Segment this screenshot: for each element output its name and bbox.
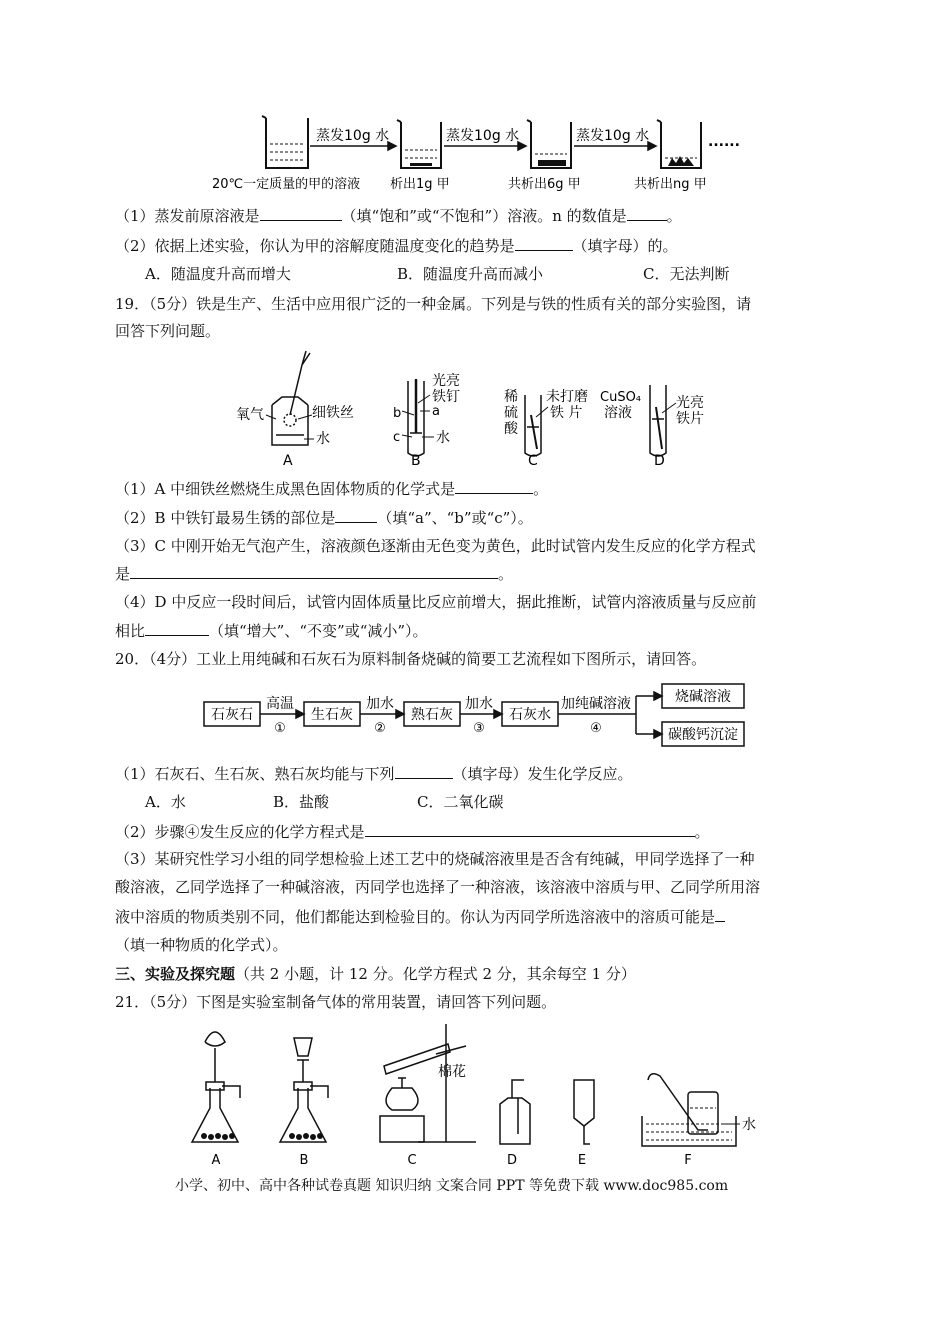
letter-b: B [299, 1153, 309, 1168]
label-acid: 酸 [504, 421, 518, 437]
label-solution: 溶液 [604, 405, 632, 421]
letter-d: D [506, 1153, 518, 1168]
answer-blank[interactable] [455, 478, 533, 494]
letter-a: A [283, 453, 293, 469]
label-cuso4: CuSO₄ [600, 390, 642, 405]
q19-part2: （2）B 中铁钉最易生锈的部位是 （填“a”、“b”或“c”）。 [115, 509, 533, 527]
step-num-3: ③ [473, 721, 485, 736]
q18-part2: （2）依据上述实验，你认为甲的溶解度随温度变化的趋势是 （填字母）的。 [115, 237, 678, 255]
arrow-label-2: 加水 [366, 696, 394, 712]
arrow-label-1: 高温 [266, 696, 294, 712]
label-water-b: 水 [436, 430, 450, 446]
section-3-title: 三、实验及探究题 [115, 965, 236, 983]
label-iron-sheet-c: 铁 片 [550, 405, 583, 421]
option-c[interactable]: C．无法判断 [643, 265, 730, 283]
beaker-label-3: 共析出6g 甲 [508, 177, 581, 192]
answer-blank[interactable] [365, 821, 695, 837]
answer-blank[interactable] [145, 620, 209, 636]
step-label-1: 蒸发10g 水 [316, 128, 390, 144]
flow-box-slaked-lime: 熟石灰 [411, 707, 453, 723]
flow-box-caco3: 碳酸钙沉淀 [668, 727, 738, 743]
answer-blank[interactable] [395, 763, 453, 779]
label-c: c [393, 430, 401, 445]
option-a[interactable]: A．随温度升高而增大 [145, 265, 291, 283]
letter-f: F [684, 1153, 692, 1168]
label-water-f: 水 [742, 1117, 756, 1133]
label-b: b [393, 406, 402, 421]
answer-blank[interactable] [260, 205, 342, 221]
q20-part2: （2）步骤④发生反应的化学方程式是 。 [115, 823, 710, 841]
option-a[interactable]: A．水 [145, 793, 186, 811]
flow-box-limewater: 石灰水 [509, 707, 551, 723]
option-c[interactable]: C．二氧化碳 [417, 793, 504, 811]
beaker-label-1: 20℃一定质量的甲的溶液 [212, 177, 361, 192]
q20-options [145, 792, 503, 812]
q19-part4: （4）D 中反应一段时间后，试管内固体质量比反应前增大，据此推断，试管内溶液质量与反应前 [115, 593, 757, 611]
section-3-heading [115, 964, 636, 984]
q20-part3-1: （3）某研究性学习小组的同学想检验上述工艺中的烧碱溶液里是否含有纯碱，甲同学选择了一种 [115, 850, 755, 868]
arrow-label-4: 加纯碱溶液 [561, 696, 631, 712]
letter-b: B [411, 453, 421, 469]
step-num-1: ① [274, 721, 286, 736]
q19-part3: （3）C 中刚开始无气泡产生，溶液颜色逐渐由无色变为黄色，此时试管内发生反应的化学方程式 [115, 537, 756, 555]
step-label-2: 蒸发10g 水 [446, 128, 520, 144]
iron-experiments-figure [230, 345, 730, 470]
q20-part3-2: 酸溶液，乙同学选择了一种碱溶液，丙同学也选择了一种溶液，该溶液中溶质与甲、乙同学所用溶 [115, 878, 761, 896]
letter-d: D [654, 453, 665, 469]
answer-blank[interactable] [130, 563, 498, 579]
label-iron-sheet-d: 铁片 [676, 411, 704, 427]
q19-stem-1: 19．（5分）铁是生产、生活中应用很广泛的一种金属。下列是与铁的性质有关的部分实验图，请 [115, 295, 752, 313]
q19-part3-answer: 是 。 [115, 565, 514, 583]
flow-box-limestone: 石灰石 [211, 707, 253, 723]
letter-a: A [211, 1153, 221, 1168]
q18-part1: （1）蒸发前原溶液是 （填“饱和”或“不饱和”）溶液。n 的数值是 。 [115, 207, 682, 225]
gas-apparatus-figure [180, 1018, 780, 1173]
q18-options [145, 264, 729, 284]
beaker-label-2: 析出1g 甲 [390, 177, 450, 192]
answer-blank[interactable] [335, 507, 377, 523]
label-water-a: 水 [316, 431, 330, 447]
page-footer: 小学、初中、高中各种试卷真题 知识归纳 文案合同 PPT 等免费下载 www.doc985.com [175, 1178, 729, 1194]
flow-box-caustic-soda: 烧碱溶液 [675, 689, 731, 705]
ellipsis: ...... [708, 134, 740, 150]
step-label-3: 蒸发10g 水 [576, 128, 650, 144]
section-3-desc: （共 2 小题，计 12 分。化学方程式 2 分，其余每空 1 分） [235, 965, 636, 983]
beaker-2 [397, 120, 441, 168]
label-unpolished: 未打磨 [546, 389, 588, 405]
q20-part3-4: （填一种物质的化学式）。 [115, 936, 288, 954]
q19-part1: （1）A 中细铁丝燃烧生成黑色固体物质的化学式是 。 [115, 480, 549, 498]
q20-part3-3: 液中溶质的物质类别不同，他们都能达到检验目的。你认为丙同学所选溶液中的溶质可能是 [115, 906, 725, 927]
step-num-4: ④ [590, 721, 602, 736]
label-a: a [432, 404, 440, 419]
process-flow-diagram [200, 680, 760, 752]
label-nail-1: 铁钉 [432, 389, 460, 405]
q21-stem: 21．（5分）下图是实验室制备气体的常用装置，请回答下列问题。 [115, 993, 557, 1011]
label-cotton: 棉花 [438, 1064, 466, 1080]
q20-stem: 20．（4分）工业上用纯碱和石灰石为原料制备烧碱的简要工艺流程如下图所示，请回答。 [115, 650, 707, 668]
letter-e: E [577, 1153, 587, 1168]
label-oxygen: 氧气 [236, 407, 264, 423]
evaporation-figure [210, 108, 770, 198]
option-b[interactable]: B．盐酸 [273, 793, 330, 811]
step-num-2: ② [374, 721, 386, 736]
answer-blank[interactable] [515, 235, 573, 251]
letter-c: C [407, 1153, 417, 1168]
flow-box-quicklime: 生石灰 [311, 707, 353, 723]
label-sulfuric: 硫 [504, 405, 518, 421]
label-bright-1: 光亮 [432, 373, 460, 389]
arrow-label-3: 加水 [465, 696, 493, 712]
q19-part4-answer: 相比 （填“增大”、“不变”或“减小”）。 [115, 622, 428, 640]
q20-part1: （1）石灰石、生石灰、熟石灰均能与下列 （填字母）发生化学反应。 [115, 765, 633, 783]
label-dilute: 稀 [504, 389, 518, 405]
letter-c: C [528, 453, 538, 469]
label-bright-2: 光亮 [676, 395, 704, 411]
q19-stem-2: 回答下列问题。 [115, 322, 221, 340]
answer-blank[interactable] [627, 205, 667, 221]
option-b[interactable]: B．随温度升高而减小 [397, 265, 544, 283]
label-fine-iron-wire: 细铁丝 [312, 405, 354, 421]
beaker-label-4: 共析出ng 甲 [634, 177, 707, 192]
answer-blank[interactable] [715, 906, 725, 922]
